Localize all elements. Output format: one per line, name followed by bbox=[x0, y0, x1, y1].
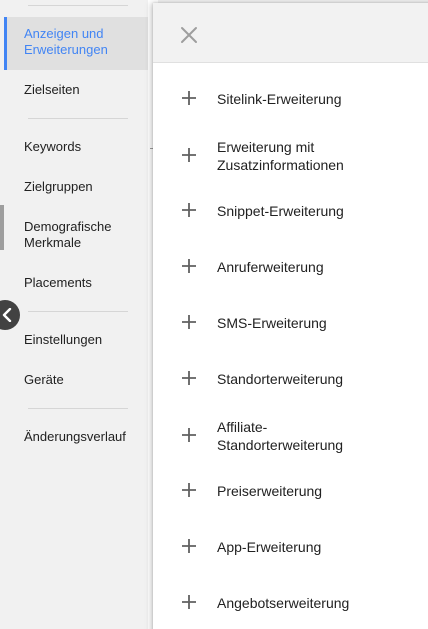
close-button[interactable] bbox=[177, 23, 201, 47]
sidebar-item-label: Einstellungen bbox=[24, 332, 103, 347]
plus-icon bbox=[181, 90, 197, 106]
panel-header bbox=[153, 3, 428, 63]
sidebar-item-placements[interactable] bbox=[4, 275, 148, 291]
option-call-extension[interactable] bbox=[153, 249, 428, 285]
plus-icon bbox=[181, 314, 197, 330]
sidebar-divider bbox=[28, 118, 128, 119]
option-label: Preiserweiterung bbox=[217, 483, 323, 499]
sidebar-item-audiences[interactable] bbox=[4, 179, 148, 195]
sidebar-item-label: Zielseiten bbox=[24, 82, 80, 97]
sidebar-item-devices[interactable] bbox=[4, 372, 148, 388]
option-snippet-extension[interactable] bbox=[153, 193, 428, 229]
option-sitelink-extension[interactable] bbox=[153, 81, 428, 117]
chevron-left-icon bbox=[2, 308, 12, 322]
sidebar-item-label: Demografische Merkmale bbox=[24, 219, 112, 250]
option-label: App-Erweiterung bbox=[217, 539, 322, 555]
sidebar-item-ads-and-extensions[interactable] bbox=[4, 17, 148, 70]
option-affiliate-location-extension[interactable] bbox=[153, 408, 428, 464]
sidebar-item-label: Anzeigen und Erweiterungen bbox=[24, 26, 108, 57]
option-callout-extension[interactable] bbox=[153, 128, 428, 184]
option-promotion-extension[interactable] bbox=[153, 585, 428, 621]
option-label: Standorterweiterung bbox=[217, 371, 344, 387]
sidebar-divider bbox=[28, 311, 128, 312]
plus-icon bbox=[181, 482, 197, 498]
option-app-extension[interactable] bbox=[153, 529, 428, 565]
plus-icon bbox=[181, 594, 197, 610]
sidebar-item-label: Zielgruppen bbox=[24, 179, 93, 194]
option-label: SMS-Erweiterung bbox=[217, 315, 327, 331]
sidebar-item-demographics[interactable] bbox=[4, 219, 148, 251]
plus-icon bbox=[181, 258, 197, 274]
sidebar-divider bbox=[28, 5, 128, 6]
sidebar-item-settings[interactable] bbox=[4, 332, 148, 348]
plus-icon bbox=[181, 538, 197, 554]
plus-icon bbox=[181, 370, 197, 386]
option-label: Angebotserweiterung bbox=[217, 595, 350, 611]
sidebar-divider bbox=[28, 408, 128, 409]
plus-icon bbox=[181, 147, 197, 163]
option-price-extension[interactable] bbox=[153, 473, 428, 509]
option-label: Affiliate-Standorterweiterung bbox=[217, 419, 344, 453]
option-label: Sitelink-Erweiterung bbox=[217, 91, 342, 107]
option-location-extension[interactable] bbox=[153, 361, 428, 397]
sidebar-item-label: Geräte bbox=[24, 372, 64, 387]
sidebar-item-label: Placements bbox=[24, 275, 92, 290]
add-extension-panel bbox=[153, 3, 428, 629]
close-icon bbox=[177, 23, 201, 47]
sidebar-item-keywords[interactable] bbox=[4, 139, 148, 155]
sidebar-item-landing-pages[interactable] bbox=[4, 82, 148, 98]
sidebar-nav bbox=[4, 0, 148, 629]
option-sms-extension[interactable] bbox=[153, 305, 428, 341]
plus-icon bbox=[181, 427, 197, 443]
sidebar-item-change-history[interactable] bbox=[4, 429, 148, 445]
option-label: Snippet-Erweiterung bbox=[217, 203, 344, 219]
option-label: Erweiterung mit Zusatzinformationen bbox=[217, 139, 344, 173]
option-label: Anruferweiterung bbox=[217, 259, 324, 275]
sidebar-item-label: Keywords bbox=[24, 139, 82, 154]
sidebar-item-label: Änderungsverlauf bbox=[24, 429, 126, 444]
plus-icon bbox=[181, 202, 197, 218]
